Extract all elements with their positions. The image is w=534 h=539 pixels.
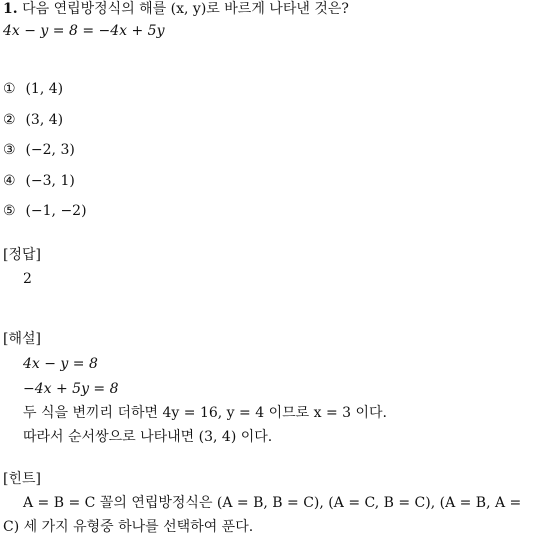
answer-value: 2 xyxy=(23,271,32,287)
choice-value: (−2, 3) xyxy=(25,142,75,158)
choice-2[interactable] xyxy=(3,111,63,129)
explanation-line-4: 따라서 순서쌍으로 나타내면 (3, 4) 이다. xyxy=(23,429,273,445)
hint-text: A = B = C 꼴의 연립방정식은 (A = B, B = C), (A = C, B = C), (A = B, A = C) 세 가지 유형중 하나를 선택하여 푼다. xyxy=(3,495,522,535)
choice-mark: ② xyxy=(3,112,16,128)
choice-mark: ④ xyxy=(3,173,16,189)
choice-value: (3, 4) xyxy=(25,112,64,128)
question-equation: 4x − y = 8 = −4x + 5y xyxy=(3,23,165,39)
answer-label: [정답] xyxy=(3,247,41,263)
choice-value: (1, 4) xyxy=(25,81,64,97)
choice-value: (−3, 1) xyxy=(25,173,75,189)
choice-1[interactable] xyxy=(3,80,63,98)
choice-3[interactable] xyxy=(3,141,75,159)
choice-4[interactable] xyxy=(3,172,75,190)
question-text: 다음 연립방정식의 해를 (x, y)로 바르게 나타낸 것은? xyxy=(22,1,349,17)
choice-5[interactable] xyxy=(3,202,87,220)
choice-value: (−1, −2) xyxy=(25,203,87,219)
question-title xyxy=(3,0,349,18)
explanation-line-2: −4x + 5y = 8 xyxy=(23,381,119,397)
explanation-line-1: 4x − y = 8 xyxy=(23,356,98,372)
choice-mark: ⑤ xyxy=(3,203,16,219)
choice-mark: ③ xyxy=(3,142,16,158)
explanation-line-3: 두 식을 변끼리 더하면 4y = 16, y = 4 이므로 x = 3 이다. xyxy=(23,405,387,421)
hint-text-wrap xyxy=(3,491,534,539)
hint-label: [힌트] xyxy=(3,471,41,487)
explanation-label: [해설] xyxy=(3,331,41,347)
choice-mark: ① xyxy=(3,81,16,97)
question-number: 1. xyxy=(3,1,18,17)
